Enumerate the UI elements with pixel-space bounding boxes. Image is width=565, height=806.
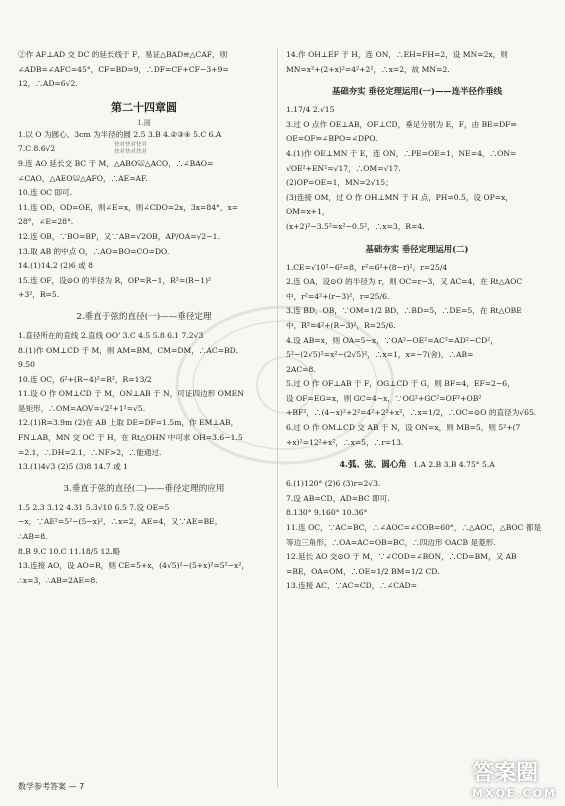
answer-line: 6.过 O 作 OM⊥CD 交 AB 于 N，设 ON=x，则 MB=5，则 5²+(7 xyxy=(286,423,521,433)
answer-line: √OE²+EN²=√17，∴OM=√17. xyxy=(286,163,401,173)
answer-line: 14.作 OH⊥EF 于 H，连 ON，∴EH=FH=2，设 MN=2x，则 xyxy=(286,50,508,59)
right-column xyxy=(286,48,548,594)
left-intro xyxy=(18,48,270,92)
answer-line: 中，R²=4²+(R−3)²，R=25/6. xyxy=(286,320,396,330)
answer-line: =BE，OA=OM，∴OE=1/2 BM=1/2 CD. xyxy=(286,566,440,576)
logo-url: MXQE.COM xyxy=(472,787,557,800)
stamp-line: 快对快对快对 xyxy=(114,148,148,155)
answer-line: (x+2)²−3.5²=x²−0.5²，∴x=3，R=4. xyxy=(286,221,425,231)
section-4-answers xyxy=(286,103,548,234)
answer-line: 1.CE=√10²−6²=8，r²=6²+(8−r)²，r=25/4 xyxy=(286,262,448,272)
answer-line: 12，∴AD=6√2. xyxy=(18,79,78,89)
answer-line: 11.连 OC，∵AC=BC，∴∠AOC=∠COB=60°，∴△AOC，△BOC 都是 xyxy=(286,523,542,533)
answer-line: 6.(1)120° (2)6 (3)r=2√3. xyxy=(286,479,381,489)
answer-line: 1.5 2.3 3.12 4.31 5.3√10 6.5 7.设 OE=5 xyxy=(18,502,170,512)
answer-line: +x)²=12²+x²，∴x=5，∴r=13. xyxy=(286,437,404,447)
answer-line: ∴AB=8. xyxy=(18,532,48,542)
answer-line: 是矩形，∴OM=AOV=√2²+1²=√5. xyxy=(18,403,146,413)
section-3-title: 3.垂直于弦的直径(二)——垂径定理的应用 xyxy=(63,483,225,494)
answer-line: 15.连 OF，设⊙O 的半径为 R，OP=R−1，R²=(R−1)² xyxy=(18,275,212,285)
answer-line: 设 OF=EG=x，则 GC=4−x，∵OG²+GC²=OF²+OB² xyxy=(286,393,482,403)
answer-line: 12.(1)R=3.9m (2)在 AB 上取 DE=DF=1.5m，作 EM⊥AB， xyxy=(18,418,239,428)
logo-text: 答案圈 xyxy=(472,761,539,786)
answer-line: 13.连接 AO，设 AO=R，则 CE=5+x，(4√5)²−(5+x)²=5²−x²， xyxy=(18,561,249,571)
section-6-title-row xyxy=(286,454,548,475)
chapter-title: 第二十四章圆 xyxy=(111,100,177,114)
answer-line: ∴x=3，∴AB=2AE=8. xyxy=(18,575,98,585)
answer-line: MN=x²+(2+x)²=4²+2²，∴x=2，故 MN=2. xyxy=(286,64,450,74)
answer-line: 4.设 AB=x，则 OA=5−x，∵OA²−OE²=AC²=AD²−CD²， xyxy=(286,335,498,345)
right-intro xyxy=(286,48,548,77)
answer-line: 28°，∠E=28°. xyxy=(18,217,74,227)
answer-line: 9.连 AO 延长交 BC 于 M，△ABO≌△ACO，∴∠BAO= xyxy=(18,158,214,168)
answer-line: 中，r²=4²+(r−3)²，r=25/6. xyxy=(286,291,390,301)
answer-line: 5²−(2√5)²=x²−(2√5)²，∴x=1，x=−7(舍)，∴AB= xyxy=(286,350,474,360)
answer-line: 13.(1)4√3 (2)5 (3)8 14.7 或 1 xyxy=(18,462,128,472)
answer-line: 5.过 O 作 OF⊥AB 于 F，OG⊥CD 于 G，则 BF=4，EF=2−6， xyxy=(286,379,515,389)
answer-line: 7.设 AB=CD，AD=BC 即可. xyxy=(286,493,390,503)
answer-line: 2AC=8. xyxy=(286,364,316,374)
chapter-stamp xyxy=(114,142,147,156)
answer-line: 4.(1)作 OE⊥MN 于 E，连 ON，∴PE=OE=1，NE=4，∴ON= xyxy=(286,148,517,158)
answer-line: 1.17/4 2.√15 xyxy=(286,105,335,115)
section-6-title-answers: 1.A 2.B 3.B 4.75° 5.A xyxy=(413,460,495,470)
chapter-subtitle: 1.圆 xyxy=(137,118,151,127)
answer-line: 8.130° 9.160° 10.36° xyxy=(286,508,368,518)
answer-line: 10.连 OC 即可. xyxy=(18,188,73,198)
section-2-title: 2.垂直于弦的直径(一)——垂径定理 xyxy=(76,311,212,322)
footer-label: 数学参考答案 xyxy=(18,782,66,791)
answer-line: 11.设 O 作 OM⊥CD 于 M，ON⊥AB 于 N，可证四边形 OMEN xyxy=(18,389,244,399)
watermark-logo xyxy=(472,756,557,800)
section-2-answers xyxy=(18,329,270,475)
answer-line: OM=x+1， xyxy=(286,207,330,217)
answer-line: +BF²，∴(4−x)²+2²=4²+2²+x²，∴x=1/2，∴OC=⊙O 的直径为√65. xyxy=(286,408,537,418)
left-column xyxy=(18,48,270,588)
answer-line: 13.连接 AC，∵AC=CD，∴∠CAD= xyxy=(286,581,418,591)
answer-line: 3.连 BD，OB，∵OM=1/2 BD，∴BD=5，∴DE=5，在 Rt△OBE xyxy=(286,306,522,316)
page-footer xyxy=(18,781,84,792)
answer-line: +3²，R=5. xyxy=(18,290,60,300)
section-6-answers xyxy=(286,477,548,594)
answer-line: FN⊥AB，MN 交 OC 于 H，在 Rt△OHN 中可求 OH=3.6−1.5 xyxy=(18,433,243,443)
answer-line: 7.C 8.6√2 xyxy=(18,144,56,154)
answer-line: ∠CAO，△AEO≌△AFO，∴AE=AF. xyxy=(18,173,148,183)
answer-line: 3.过 O 点作 OE⊥AB，OF⊥CD，垂足分别为 E，F，由 BE=DF⇒ xyxy=(286,119,517,129)
section-6-title: 4.弧、弦、圆心角 xyxy=(339,459,407,470)
section-5-title: 基础夯实 垂径定理运用(二) xyxy=(365,243,469,254)
answer-line: 1.直径所在的直线 2.直线 OO' 3.C 4.5 5.8 6.1 7.2√3 xyxy=(18,330,204,340)
answer-line: 14.(1)14.2 (2)6 或 8 xyxy=(18,261,93,271)
answer-line: =2.1，∴DH=2.1，∴NF>2，∴能通过. xyxy=(18,447,162,457)
answer-line: 9.50 xyxy=(18,360,35,370)
answer-line: ②作 AF⊥AD 交 DC 的延长线于 F，易证△BAD≌△CAF，则 xyxy=(18,50,228,59)
answer-line: 8.(1)作 OM⊥CD 于 M，则 AM=BM，CM=DM，∴AC=BD. xyxy=(18,345,238,355)
section-3-answers xyxy=(18,501,270,589)
answer-line: 2.连 OA，设⊙O 的半径为 r，则 OC=r−3，又 AC=4，在 Rt△AOC xyxy=(286,277,523,287)
answer-line: 等边三角形，∴OA=AC=OB=BC，∴四边形 OACB 是菱形. xyxy=(286,537,496,547)
answer-line: 12.延长 AO 交⊙O 于 M，∵∠COD=∠BON，∴CD=BM，又 AB xyxy=(286,552,517,562)
column-divider xyxy=(277,48,278,788)
answer-line: 10.连 OC，6²+(R−4)²=R²，R=13/2 xyxy=(18,374,152,384)
answer-line: (3)连接 OM，过 O 作 OH⊥MN 于 H 点，PH=0.5，设 OP=x， xyxy=(286,192,514,202)
answer-line: 1.以 O 为圆心、3cm 为半径的圆 2.5 3.B 4.②③④ 5.C 6.A xyxy=(18,129,222,139)
section-5-answers xyxy=(286,261,548,451)
footer-sep: — xyxy=(68,782,77,791)
section-4-title: 基础夯实 垂径定理运用(一)——连半径作垂线 xyxy=(332,86,502,97)
answer-line: 8.B 9.C 10.C 11.18/5 12.略 xyxy=(18,546,121,556)
answer-line: ∠ADB=∠AFC=45°，CF=BD=9，∴DF=CF+CF−3+9= xyxy=(18,64,229,74)
answer-line: 12.连 OB，∵BO=BP，又∵AB=√2OB，AP/OA=√2−1. xyxy=(18,231,220,241)
answer-line: 13.取 AB 的中点 O，∴AO=BO=CO=DO. xyxy=(18,246,170,256)
answer-line: 11.连 OD，OD=OE，则∠E=x，则∠CDO=2x，3x=84°，x= xyxy=(18,202,239,212)
answer-line: −x，∵AE²=5²−(5−x)²，∴x=2，AE=4，又∵AE=BE， xyxy=(18,517,223,527)
answer-line: (2)OP=OE=1，MN=2√15； xyxy=(286,178,393,188)
answer-line: OE=OF⇒∠BPO=∠DPO. xyxy=(286,134,378,144)
stamp-line: 快对快对快对 xyxy=(114,141,148,148)
page-number: 7 xyxy=(79,782,85,791)
